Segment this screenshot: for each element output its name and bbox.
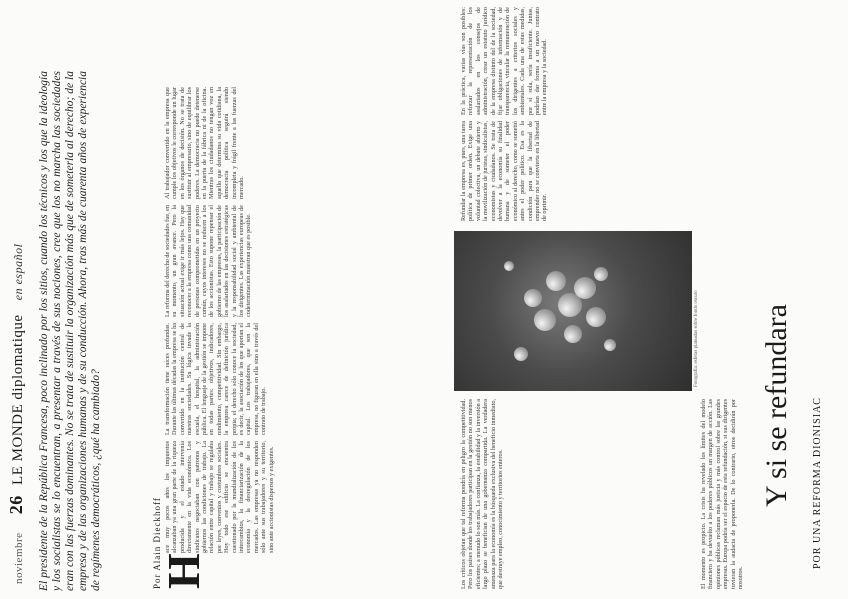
article-headline: Y si se refundara <box>760 304 793 507</box>
article-column-3: La reforma del derecho de sociedades fue, en su momento, un gran avance. Pero la situación actual exige ir más lejos. Hay que reconocer a la empresa como una comunidad de personas comprometidas en un proyecto común, cuyos intereses no se reducen a los de los accionistas. Esto supone repensar el gobierno de las empresas, la participación de los asalariados en las decisiones estratégicas y la responsabilidad social y ambiental de los dirigentes. Las experiencias europeas de codeterminación muestran que es posible. <box>164 205 253 317</box>
article-column-6: Refundar la empresa es, pues, una tarea política de primer orden. Exige una voluntad colectiva, un debate abierto y la movilización de juristas, sindicalistas, economistas y ciudadanos. Se trata de devolver a la economía su finalidad humana y de someter el poder económico al derecho, como se sometió antes el poder político. Esa es la condición para que la libertad de emprender no se convierta en la libertad de oprimir. <box>460 121 549 221</box>
article-column-1: ace muy pocos años los impuestos alcanzaban ya una gran parte de la riqueza producida y el estado intervenía directamente en la vida económica. Los sindicatos negociaban con patronos y gobiernos las condiciones de trabajo. La relación entre capital y trabajo se regulaba por leyes, convenios y costumbres sociales. Hoy todo ese edificio se encuentra cuestionado por la mundialización de los intercambios, la financiarización de la economía y la desregulación de los mercados. Las empresas ya no responden sólo ante sus trabajadores y su territorio, sino ante accionistas dispersos y exigentes. <box>164 441 275 553</box>
article-lede: El presidente de la República Francesa, poco inclinado por los sitios, cuando los técnicos y los que la ideología y los socialistas se lo encuentran, a presentar a través de sus nociones, cree que los no marcha las sociedades eran con las fuerzas dominantes. No se trata de sustituir la organización más que de someterla al derecho; de la empresa y de las organizaciones humanas y de su conducción. Ahora, tras más de cuarenta años de experiencia de regímenes democráticos, ¿qué ha cambiado? <box>38 71 102 591</box>
article-column-2: La transformación tiene raíces profundas. Durante las últimas décadas la empresa se ha convertido en la institución central de nuestras sociedades. Su lógica invade la escuela, el hospital, la administración pública. El lenguaje de la gestión se impone en todas partes: objetivos, indicadores, rendimiento, competitividad. Sin embargo, la empresa carece de definición jurídica propia; el derecho sólo conoce la sociedad, es decir, la asociación de los que aportan el capital. Los trabajadores, que son la empresa, no figuran en ella sino a través del contrato de trabajo. <box>164 323 268 435</box>
publication-title: LE MONDE diplomatique <box>10 314 26 485</box>
running-head <box>6 6 30 594</box>
edition-language: en español <box>11 243 25 301</box>
article-column-4: Al trabajador convertido en la empresa que cumple los objetivos le corresponde un lugar en los órganos de decisión. No se trata de sustituir al empresario, sino de equilibrar los poderes. La democracia no puede detenerse en la puerta de la fábrica ni de la oficina. Mientras los ciudadanos no tengan voz en aquello que determina su vida cotidiana, la democracia política seguirá siendo incompleta y frágil frente a las fuerzas del mercado. <box>164 87 246 199</box>
photo-caption: Fotografía: esferas plateadas sobre fondo oscuro <box>694 290 699 387</box>
drop-cap: H <box>158 553 209 589</box>
article-column-7: En la práctica, varias vías son posibles: reforzar la representación de los asalariados en los consejos de administración, crear un estatuto jurídico de la empresa distinto del de la sociedad, fijar obligaciones de información y de transparencia, vincular la remuneración de los dirigentes a criterios sociales y ambientales. Cada una de estas medidas, por sí sola, sería insuficiente. Juntas, podrían dar forma a un nuevo contrato entre la empresa y la sociedad. <box>460 7 549 115</box>
article-column-8: El momento es propicio. La crisis ha revelado los límites del modelo financiero y ha devuelto a los poderes públicos un margen de acción. Las opiniones públicas reclaman más justicia y más control sobre las grandes empresas. Europa podría ser el espacio de esta refundación, si sus dirigentes tuvieran la audacia de proponerla. De lo contrario, otros decidirán por nosotros. <box>700 399 745 589</box>
article-photo <box>454 231 692 391</box>
page-number: 26 <box>6 495 26 515</box>
running-head-tagline: noviembre <box>13 532 25 584</box>
byline: Por Alain Dieckhoff <box>152 497 162 589</box>
section-heading: POR UNA REFORMA DIONISIAC <box>812 397 823 569</box>
article-column-5: Los críticos objetan que tal reforma pondría en peligro la competitividad. Pero los países donde los trabajadores participan en la gestión no son menos eficientes; a menudo lo son más. La confianza, la estabilidad y la inversión a largo plazo se benefician de una gobernanza compartida. La verdadera amenaza para la economía es la búsqueda exclusiva del beneficio inmediato, que destruye empleo, conocimiento y territorios enteros. <box>460 399 505 589</box>
